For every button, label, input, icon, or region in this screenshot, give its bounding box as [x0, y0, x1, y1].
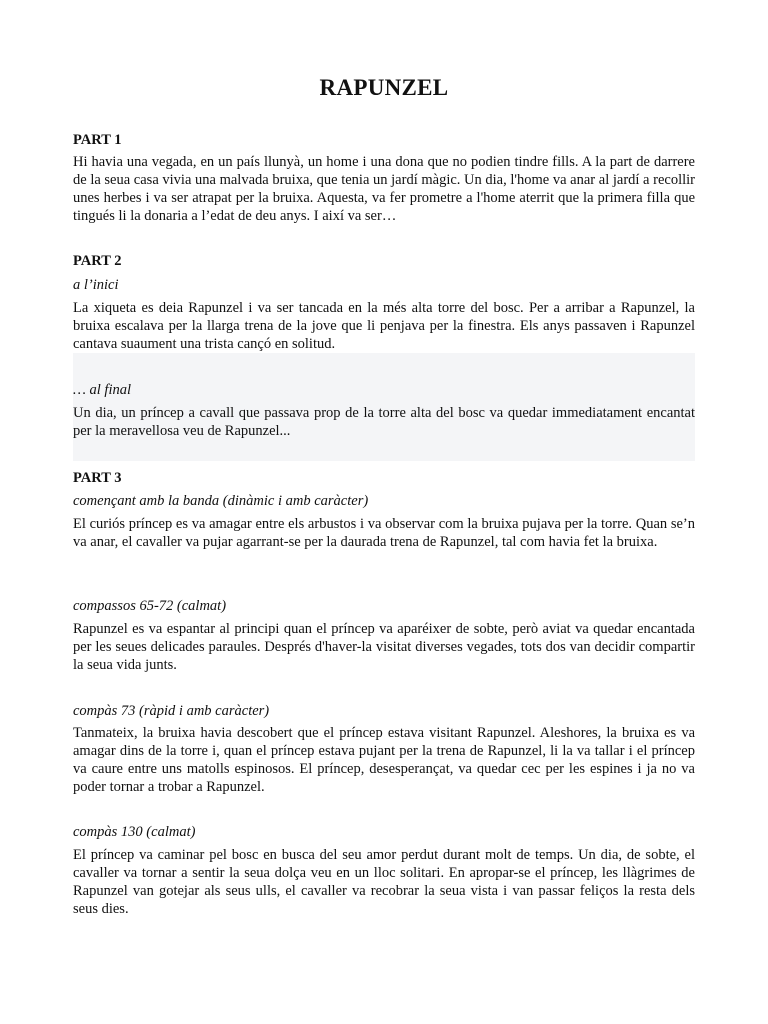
- part-2-subtitle-end: … al final: [73, 382, 132, 398]
- part-3-subtitle-1: començant amb la banda (dinàmic i amb caràcter): [73, 493, 369, 509]
- part-1-text: Hi havia una vegada, en un país llunyà, un home i una dona que no podien tindre fills. A la part de darrere de la seua casa vivia una malvada bruixa, que tenia un jardí màgic. Un dia, l'home va anar al jardí a recollir unes herbes i va ser atrapat per la bruixa. Aquesta, va fer prometre a l'home aterrit que la primera filla que tingués li la donaria a l’edat de deu anys. I així va ser…: [73, 154, 695, 224]
- part-3-heading: PART 3: [73, 470, 122, 486]
- part-2-text-start: La xiqueta es deia Rapunzel i va ser tancada en la més alta torre del bosc. Per a arribar a Rapunzel, la bruixa escalava per la llarga trena de la jove que li penjava per la finestra. Els anys passaven i Rapunzel cantava suaument una trista cançó en solitud.: [73, 300, 695, 352]
- part-3-text-4: El príncep va caminar pel bosc en busca del seu amor perdut durant molt de temps. Un dia, de sobte, el cavaller va tornar a sentir la seua dolça veu en un lloc solitari. En apropar-se el príncep, les llàgrimes de Rapunzel van gotejar als seus ulls, el cavaller va recobrar la seua vista i van passar feliços la resta dels seus dies.: [73, 847, 695, 917]
- part-3-subtitle-4: compàs 130 (calmat): [73, 824, 196, 840]
- part-3-text-1: El curiós príncep es va amagar entre els arbustos i va observar com la bruixa pujava per la torre. Quan se’n va anar, el cavaller va pujar agarrant-se per la daurada trena de Rapunzel, tal com havia fet la bruixa.: [73, 516, 695, 550]
- part-3-text-2: Rapunzel es va espantar al principi quan el príncep va aparéixer de sobte, però aviat va quedar encantada per les seues delicades paraules. Després d'haver-la visitat diverses vegades, tots dos van decidir compartir la seua vida junts.: [73, 621, 695, 673]
- part-2-heading: PART 2: [73, 253, 122, 269]
- part-3-text-3: Tanmateix, la bruixa havia descobert que el príncep estava visitant Rapunzel. Aleshores, la bruixa es va amagar dins de la torre i, quan el príncep estava pujant per la trena de Rapunzel, li la va tallar i el príncep va caure entre uns matolls espinosos. El príncep, desesperançat, va quedar cec per les espines i ja no va poder tornar a trobar a Rapunzel.: [73, 725, 695, 795]
- part-1-heading: PART 1: [73, 132, 122, 148]
- part-2-subtitle-start: a l’inici: [73, 277, 119, 293]
- document-title: RAPUNZEL: [319, 75, 449, 100]
- part-3-subtitle-3: compàs 73 (ràpid i amb caràcter): [73, 703, 270, 719]
- part-2-text-end: Un dia, un príncep a cavall que passava prop de la torre alta del bosc va quedar immediatament encantat per la meravellosa veu de Rapunzel...: [73, 405, 695, 439]
- part-3-subtitle-2: compassos 65-72 (calmat): [73, 598, 227, 614]
